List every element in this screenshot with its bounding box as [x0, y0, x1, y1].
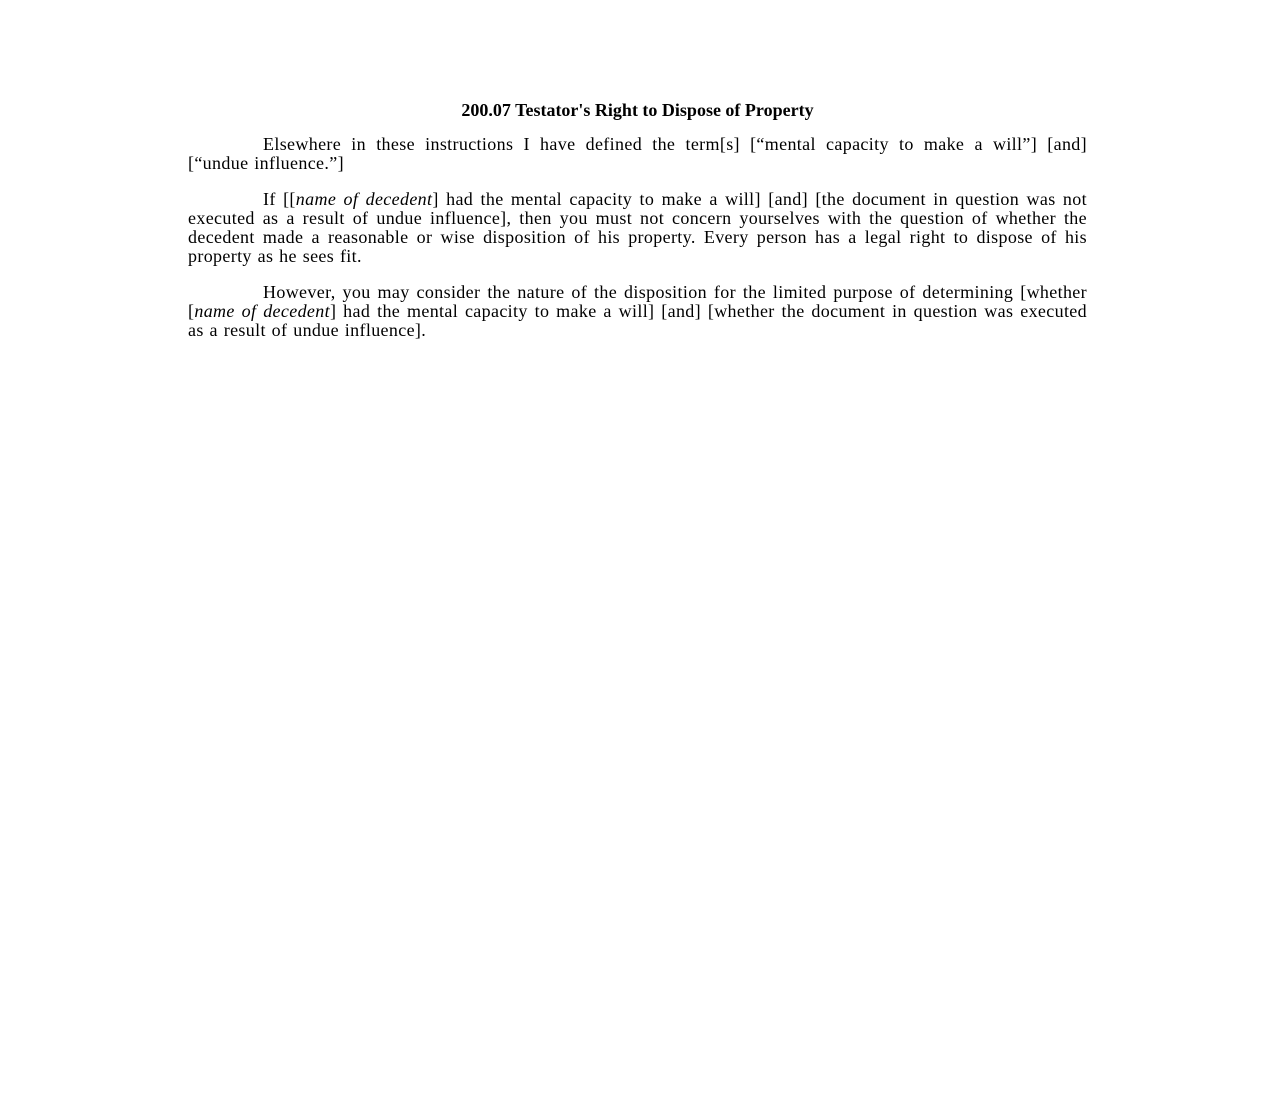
paragraph-text: ] had the mental capacity to make a will] [and] [whether the document in question was executed as a result of undue influence]. — [188, 301, 1087, 340]
placeholder-name-of-decedent: name of decedent — [194, 301, 330, 321]
paragraph-text: If [[ — [263, 189, 296, 209]
document-page — [188, 99, 1087, 357]
document-title: 200.07 Testator's Right to Dispose of Property — [461, 100, 814, 120]
paragraph-limited-purpose — [188, 283, 1087, 340]
paragraph-defined-terms — [188, 135, 1087, 173]
placeholder-name-of-decedent: name of decedent — [295, 189, 433, 209]
paragraph-text: Elsewhere in these instructions I have defined the term[s] [“mental capacity to make a will”] [and] [“undue influence.”] — [188, 134, 1087, 173]
paragraph-text: ] had the mental capacity to make a will] [and] [the document in question was not executed as a result of undue influence], then you must not concern yourselves with the question of whether the decedent made a reasonable or wise disposition of his property. Every person has a legal right to dispose of his property as he sees fit. — [188, 189, 1087, 266]
paragraph-no-reasonableness — [188, 190, 1087, 266]
paragraph-text: However, you may consider the nature of the disposition for the limited purpose of determining [whether [ — [188, 282, 1087, 321]
